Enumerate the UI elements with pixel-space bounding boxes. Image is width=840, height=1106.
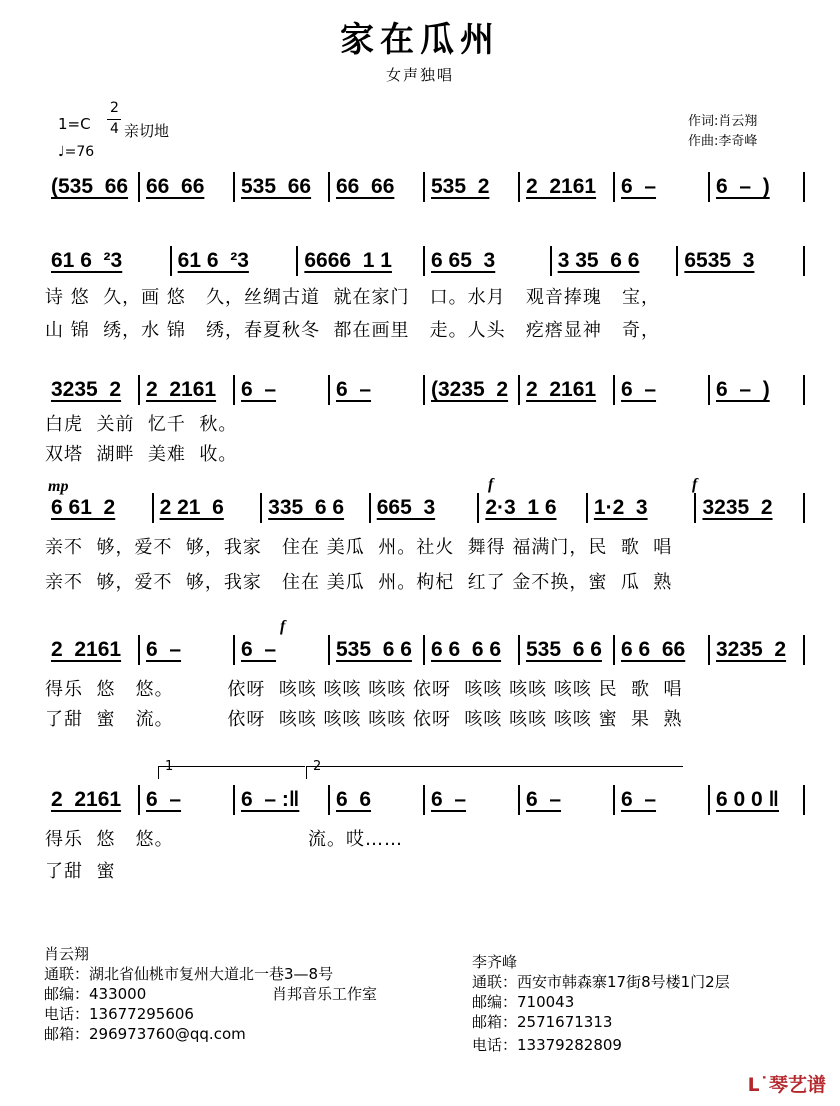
subtitle: 女声独唱 <box>385 66 454 84</box>
composer-email: 邮箱：2571671313 <box>472 1013 613 1031</box>
measure: 6 6 66 <box>613 635 708 665</box>
music-line <box>45 375 805 405</box>
measure: 66 66 <box>328 172 423 202</box>
lyricist-name: 肖云翔 <box>44 945 90 963</box>
measure: 2·3 1 6 <box>477 493 586 523</box>
measure: 6 – <box>138 785 233 815</box>
composer-phone: 电话：13379282809 <box>472 1036 622 1054</box>
time-sig-top: 2 <box>110 100 119 116</box>
lyricist-email: 邮箱：296973760@qq.com <box>44 1025 246 1043</box>
composer-credit: 作曲:李奇峰 <box>688 134 758 149</box>
measure: 3 35 6 6 <box>550 246 677 276</box>
logo-icon: ᒪ˙ <box>747 1074 769 1096</box>
measure: 6 – <box>613 375 708 405</box>
song-title: 家在瓜州 <box>340 20 500 60</box>
music-line <box>45 172 805 202</box>
measure: 6 – <box>518 785 613 815</box>
dynamic-mark: f <box>280 618 286 635</box>
measure: 6 – <box>328 375 423 405</box>
measure: 3235 2 <box>694 493 805 523</box>
measure: 3235 2 <box>708 635 805 665</box>
measure: 61 6 ²3 <box>51 249 123 272</box>
measure: 61 6 ²3 <box>170 246 297 276</box>
lyric-line: 得乐 悠 悠。 流。哎…… <box>45 829 404 850</box>
measure: 2 2161 <box>518 375 613 405</box>
lyricist-address: 通联：湖北省仙桃市复州大道北一巷3—8号 <box>44 965 334 983</box>
measure: 6 – ) <box>708 375 805 405</box>
measure: 6 – <box>423 785 518 815</box>
measure: 1·2 3 <box>586 493 695 523</box>
volta-number: 2 <box>313 759 322 774</box>
lyricist-credit: 作词:肖云翔 <box>688 114 758 129</box>
composer-postcode: 邮编：710043 <box>472 993 575 1011</box>
measure: 335 6 6 <box>260 493 369 523</box>
lyric-line: 山 锦 绣，水 锦 绣，春夏秋冬 都在画里 走。人头 疙瘩显神 奇， <box>45 320 660 341</box>
volta-bracket <box>306 759 683 779</box>
time-sig-bottom: 4 <box>110 121 119 137</box>
expression-mark: 亲切地 <box>124 122 170 140</box>
music-line <box>45 493 805 523</box>
measure: 535 2 <box>423 172 518 202</box>
dynamic-mark: mp <box>48 478 69 495</box>
measure: (3235 2 <box>423 375 518 405</box>
measure: 6535 3 <box>676 246 805 276</box>
measure: 2 2161 <box>51 638 122 661</box>
measure: 6 – <box>613 785 708 815</box>
key-signature: 1=C <box>58 115 91 133</box>
watermark-logo <box>748 1070 826 1097</box>
tempo-mark: ♩=76 <box>58 144 95 160</box>
measure: 6 – <box>613 172 708 202</box>
measure: 6 6 <box>328 785 423 815</box>
measure: 6 – :‖ <box>233 785 328 815</box>
measure: 6 65 3 <box>423 246 550 276</box>
lyric-line: 白虎 关前 忆千 秋。 <box>45 414 238 435</box>
measure: 535 6 6 <box>518 635 613 665</box>
lyricist-phone: 电话：13677295606 <box>44 1005 194 1023</box>
watermark-text: 琴艺谱 <box>768 1074 826 1096</box>
measure: 6 61 2 <box>51 496 116 519</box>
composer-address: 通联：西安市韩森寨17街8号楼1门2层 <box>472 973 730 991</box>
time-sig-line <box>107 119 121 120</box>
lyricist-postcode: 邮编：433000 <box>44 985 147 1003</box>
measure: 66 66 <box>138 172 233 202</box>
lyric-line: 了甜 蜜 流。 依呀 咳咳 咳咳 咳咳 依呀 咳咳 咳咳 咳咳 蜜 果 熟 <box>45 709 683 730</box>
lyric-line: 亲不 够，爱不 够，我家 住在 美瓜 州。社火 舞得 福满门，民 歌 唱 <box>45 537 673 558</box>
measure: 535 6 6 <box>328 635 423 665</box>
measure: 6 0 0 ‖ <box>708 785 805 815</box>
lyric-line: 得乐 悠 悠。 依呀 咳咳 咳咳 咳咳 依呀 咳咳 咳咳 咳咳 民 歌 唱 <box>45 679 683 700</box>
lyric-line: 了甜 蜜 <box>45 861 116 882</box>
measure: 6 – <box>233 375 328 405</box>
studio-name: 肖邦音乐工作室 <box>272 985 378 1003</box>
contact-composer <box>472 952 730 1055</box>
lyric-line: 亲不 够，爱不 够，我家 住在 美瓜 州。枸杞 红了 金不换，蜜 瓜 熟 <box>45 572 673 593</box>
measure: 2 2161 <box>518 172 613 202</box>
measure: 535 66 <box>233 172 328 202</box>
measure: 665 3 <box>369 493 478 523</box>
measure: 6 – <box>233 635 328 665</box>
measure: 2 2161 <box>138 375 233 405</box>
music-line <box>45 635 805 665</box>
measure: 2 21 6 <box>152 493 261 523</box>
dynamic-mark: f <box>488 476 494 493</box>
measure: (535 66 <box>51 175 129 198</box>
composer-name: 李齐峰 <box>472 953 518 971</box>
lyric-line: 双塔 湖畔 美难 收。 <box>45 444 238 465</box>
dynamic-mark: f <box>692 476 698 493</box>
measure: 6666 1 1 <box>296 246 423 276</box>
volta-bracket <box>158 759 305 779</box>
music-line <box>45 785 805 815</box>
measure: 6 – <box>138 635 233 665</box>
lyric-line: 诗 悠 久，画 悠 久，丝绸古道 就在家门 口。水月 观音捧瑰 宝， <box>45 287 660 308</box>
measure: 2 2161 <box>51 788 122 811</box>
measure: 6 6 6 6 <box>423 635 518 665</box>
music-line <box>45 246 805 276</box>
measure: 6 – ) <box>708 172 805 202</box>
volta-number: 1 <box>165 759 174 774</box>
measure: 3235 2 <box>51 378 122 401</box>
